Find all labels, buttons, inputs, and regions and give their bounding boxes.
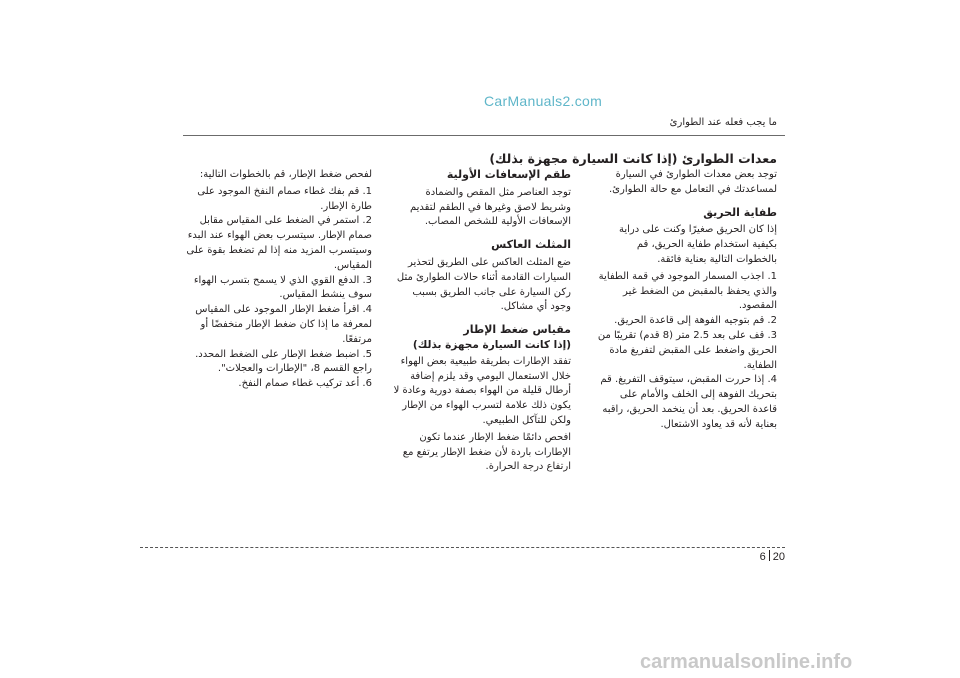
column-first-aid: [393, 168, 571, 483]
extinguisher-lead: إذا كان الحريق صغيرًا وكنت على دراية بكيفية استخدام طفاية الحريق، قم بالخطوات التالية بعناية فائقة.: [618, 224, 777, 265]
list-item: 4. اقرأ ضغط الإطار الموجود على المقياس لمعرفة ما إذا كان ضغط الإطار منخفضًا أو مرتفعًا.: [195, 304, 372, 345]
list-item: 3. قف على بعد 2.5 متر (8 قدم) تقريبًا من الحريق واضغط على المقبض لتفريغ مادة الطفاية.: [597, 329, 777, 371]
column-fire-extinguisher: [597, 168, 777, 433]
extinguisher-steps: [597, 270, 777, 433]
triangle-paragraph: ضع المثلث العاكس على الطريق لتحذير السيارات القادمة أثناء حالات الطوارئ مثل ركن السيارة على جانب الطريق بسبب وجود أي مشاكل.: [396, 256, 571, 313]
list-item: 3. الدفع القوي الذي لا يسمح بتسرب الهواء سوف ينشط المقياس.: [193, 274, 372, 301]
heading-triangle-reflector: المثلث العاكس: [491, 238, 571, 252]
list-item: 6. أعد تركيب غطاء صمام النفخ.: [238, 378, 372, 390]
tire-check-steps: [182, 185, 372, 392]
first-aid-paragraph: توجد العناصر مثل المقص والضمادة وشريط لاصق وغيرها في الطقم لتقديم الإسعافات الأولية للشخص المصاب.: [409, 186, 571, 228]
watermark-carmanuals2: CarManuals2.com: [484, 93, 603, 109]
page-number-separator: [769, 550, 770, 561]
heading-fire-extinguisher: طفاية الحريق: [703, 205, 777, 219]
footer-rule: [140, 547, 785, 548]
column-tire-check: [182, 168, 372, 392]
heading-tire-gauge-sub: (إذا كانت السيارة مجهزة بذلك): [412, 338, 571, 351]
watermark-carmanualsonline: carmanualsonline.info: [640, 651, 853, 673]
list-item: 5. اضبط ضغط الإطار على الضغط المحدد. راجع القسم 8، "الإطارات والعجلات".: [195, 348, 372, 375]
running-header: ما يجب فعله عند الطوارئ: [669, 117, 777, 128]
list-item: 4. إذا حررت المقبض، سيتوقف التفريغ. قم بتحريك الفوهة إلى الخلف والأمام على قاعدة الحريق. بعد أن ينخمد الحريق، راقبه بعناية لأنه قد يعاود الاشتعال.: [600, 374, 777, 430]
list-item: 1. قم بفك غطاء صمام النفخ الموجود على طارة الإطار.: [197, 185, 372, 212]
heading-first-aid-kit: طقم الإسعافات الأولية: [446, 168, 571, 181]
section-title: معدات الطوارئ (إذا كانت السيارة مجهزة بذلك): [489, 151, 777, 166]
tire-check-lead: لفحص ضغط الإطار، قم بالخطوات التالية:: [199, 169, 372, 180]
intro-paragraph: توجد بعض معدات الطوارئ في السيارة لمساعدتك في التعامل مع حالة الطوارئ.: [609, 169, 777, 195]
page-number-value: 20: [772, 551, 785, 563]
tire-paragraph-1: تفقد الإطارات بطريقة طبيعية بعض الهواء خلال الاستعمال اليومي وقد يلزم إضافة أرطال قليلة من الهواء بصفة دورية وعادة لا يكون ذلك علامة لتسرب الهواء من الإطار ولكن للتآكل الطبيعي.: [393, 355, 571, 426]
list-item: 2. استمر في الضغط على المقياس مقابل صمام الإطار. سيتسرب بعض الهواء عند البدء وسيتسرب المزيد منه إذا لم تضغط بقوة على المقياس.: [186, 215, 372, 271]
heading-tire-gauge: مقياس ضغط الإطار: [463, 323, 571, 337]
chapter-number: 6: [759, 551, 766, 563]
list-item: 2. قم بتوجيه الفوهة إلى قاعدة الحريق.: [614, 315, 777, 327]
page-number: [760, 550, 785, 563]
header-rule: [183, 135, 785, 136]
tire-paragraph-2: افحص دائمًا ضغط الإطار عندما تكون الإطارات باردة لأن ضغط الإطار يرتفع مع ارتفاع درجة الحرارة.: [402, 431, 571, 473]
list-item: 1. اجذب المسمار الموجود في قمة الطفاية والذي يحفظ بالمقبض من الضغط غير المقصود.: [598, 270, 777, 312]
